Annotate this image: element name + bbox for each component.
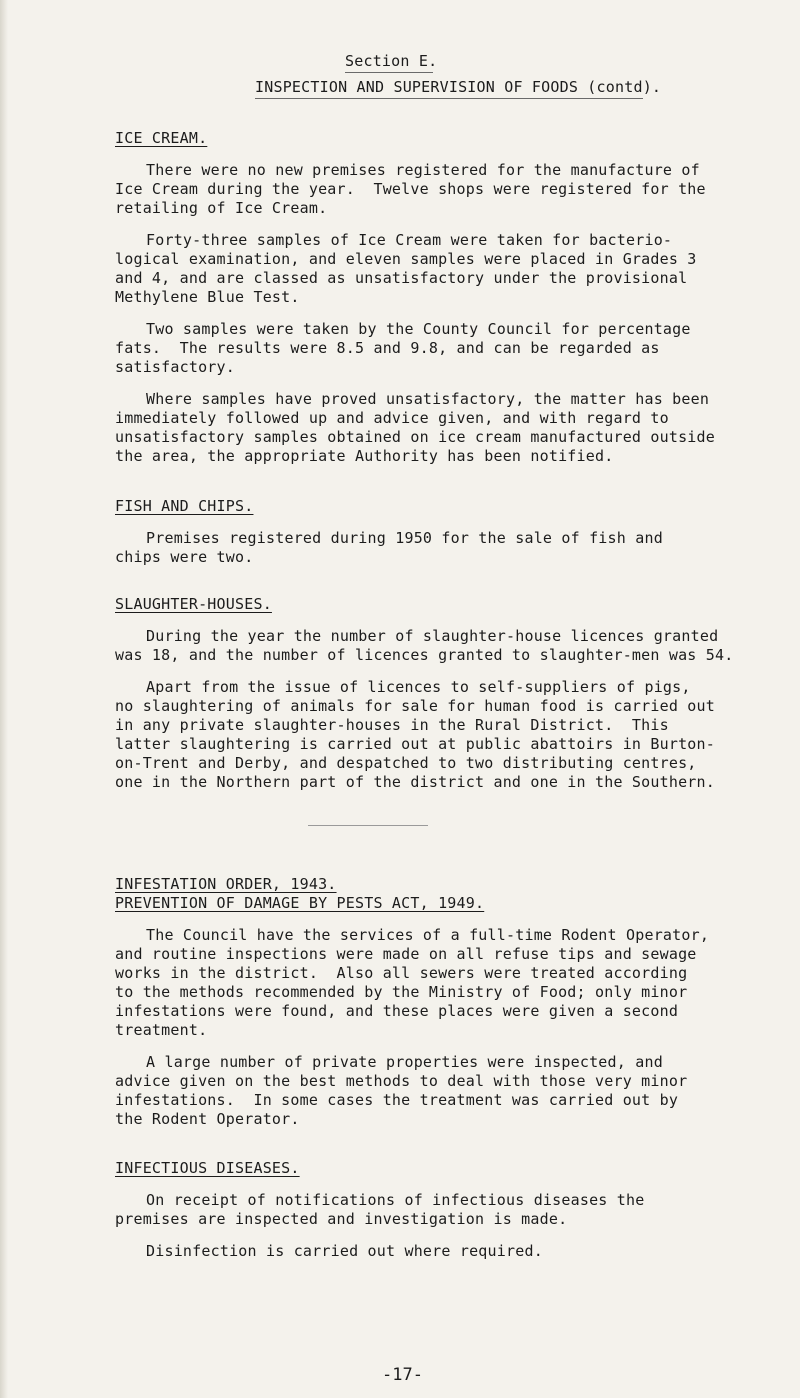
page-number: -17-	[382, 1365, 423, 1385]
ice-cream-line: Forty-three samples of Ice Cream were taken for bacterio-	[146, 231, 673, 249]
section-title: Section E.	[345, 52, 438, 70]
ice-cream-line: There were no new premises registered for the manufacture of	[146, 161, 700, 179]
section-subtitle-underline	[255, 98, 643, 99]
section-divider	[308, 825, 428, 826]
infestation-line: the Rodent Operator.	[115, 1110, 300, 1128]
fish-chips-heading: FISH AND CHIPS.	[115, 497, 254, 515]
page-edge-shadow	[0, 0, 8, 1398]
slaughter-line: in any private slaughter-houses in the Rural District. This	[115, 716, 669, 734]
infestation-line: treatment.	[115, 1021, 208, 1039]
infectious-line: premises are inspected and investigation is made.	[115, 1210, 568, 1228]
slaughter-line: was 18, and the number of licences granted to slaughter-men was 54.	[115, 646, 734, 664]
infectious-line: On receipt of notifications of infectious diseases the	[146, 1191, 645, 1209]
slaughter-line: latter slaughtering is carried out at public abattoirs in Burton-	[115, 735, 715, 753]
ice-cream-line: fats. The results were 8.5 and 9.8, and can be regarded as	[115, 339, 660, 357]
slaughter-line: Apart from the issue of licences to self-suppliers of pigs,	[146, 678, 691, 696]
ice-cream-line: retailing of Ice Cream.	[115, 199, 328, 217]
slaughter-heading: SLAUGHTER-HOUSES.	[115, 595, 272, 613]
infestation-line: to the methods recommended by the Ministry of Food; only minor	[115, 983, 688, 1001]
slaughter-line: no slaughtering of animals for sale for human food is carried out	[115, 697, 715, 715]
ice-cream-line: and 4, and are classed as unsatisfactory under the provisional	[115, 269, 688, 287]
ice-cream-line: Ice Cream during the year. Twelve shops were registered for the	[115, 180, 706, 198]
fish-chips-line: chips were two.	[115, 548, 254, 566]
slaughter-line: on-Trent and Derby, and despatched to two distributing centres,	[115, 754, 697, 772]
infestation-line: infestations. In some cases the treatment was carried out by	[115, 1091, 679, 1109]
ice-cream-line: Two samples were taken by the County Council for percentage	[146, 320, 691, 338]
ice-cream-line: logical examination, and eleven samples were placed in Grades 3	[115, 250, 697, 268]
section-subtitle: INSPECTION AND SUPERVISION OF FOODS (contd).	[255, 78, 662, 96]
slaughter-line: one in the Northern part of the district and one in the Southern.	[115, 773, 715, 791]
infestation-line: advice given on the best methods to deal with those very minor	[115, 1072, 688, 1090]
ice-cream-line: Methylene Blue Test.	[115, 288, 300, 306]
infestation-line: A large number of private properties were inspected, and	[146, 1053, 663, 1071]
infestation-heading: INFESTATION ORDER, 1943.	[115, 875, 337, 893]
ice-cream-line: immediately followed up and advice given, and with regard to	[115, 409, 669, 427]
ice-cream-line: Where samples have proved unsatisfactory, the matter has been	[146, 390, 710, 408]
ice-cream-line: the area, the appropriate Authority has been notified.	[115, 447, 614, 465]
infestation-line: works in the district. Also all sewers were treated according	[115, 964, 688, 982]
ice-cream-line: unsatisfactory samples obtained on ice cream manufactured outside	[115, 428, 715, 446]
infestation-line: infestations were found, and these places were given a second	[115, 1002, 679, 1020]
section-title-underline	[345, 72, 433, 73]
pests-act-heading: PREVENTION OF DAMAGE BY PESTS ACT, 1949.	[115, 894, 485, 912]
infectious-line: Disinfection is carried out where required.	[146, 1242, 543, 1260]
ice-cream-line: satisfactory.	[115, 358, 235, 376]
slaughter-line: During the year the number of slaughter-house licences granted	[146, 627, 719, 645]
fish-chips-line: Premises registered during 1950 for the sale of fish and	[146, 529, 663, 547]
infestation-line: The Council have the services of a full-time Rodent Operator,	[146, 926, 710, 944]
infestation-line: and routine inspections were made on all refuse tips and sewage	[115, 945, 697, 963]
ice-cream-heading: ICE CREAM.	[115, 129, 208, 147]
infectious-heading: INFECTIOUS DISEASES.	[115, 1159, 300, 1177]
